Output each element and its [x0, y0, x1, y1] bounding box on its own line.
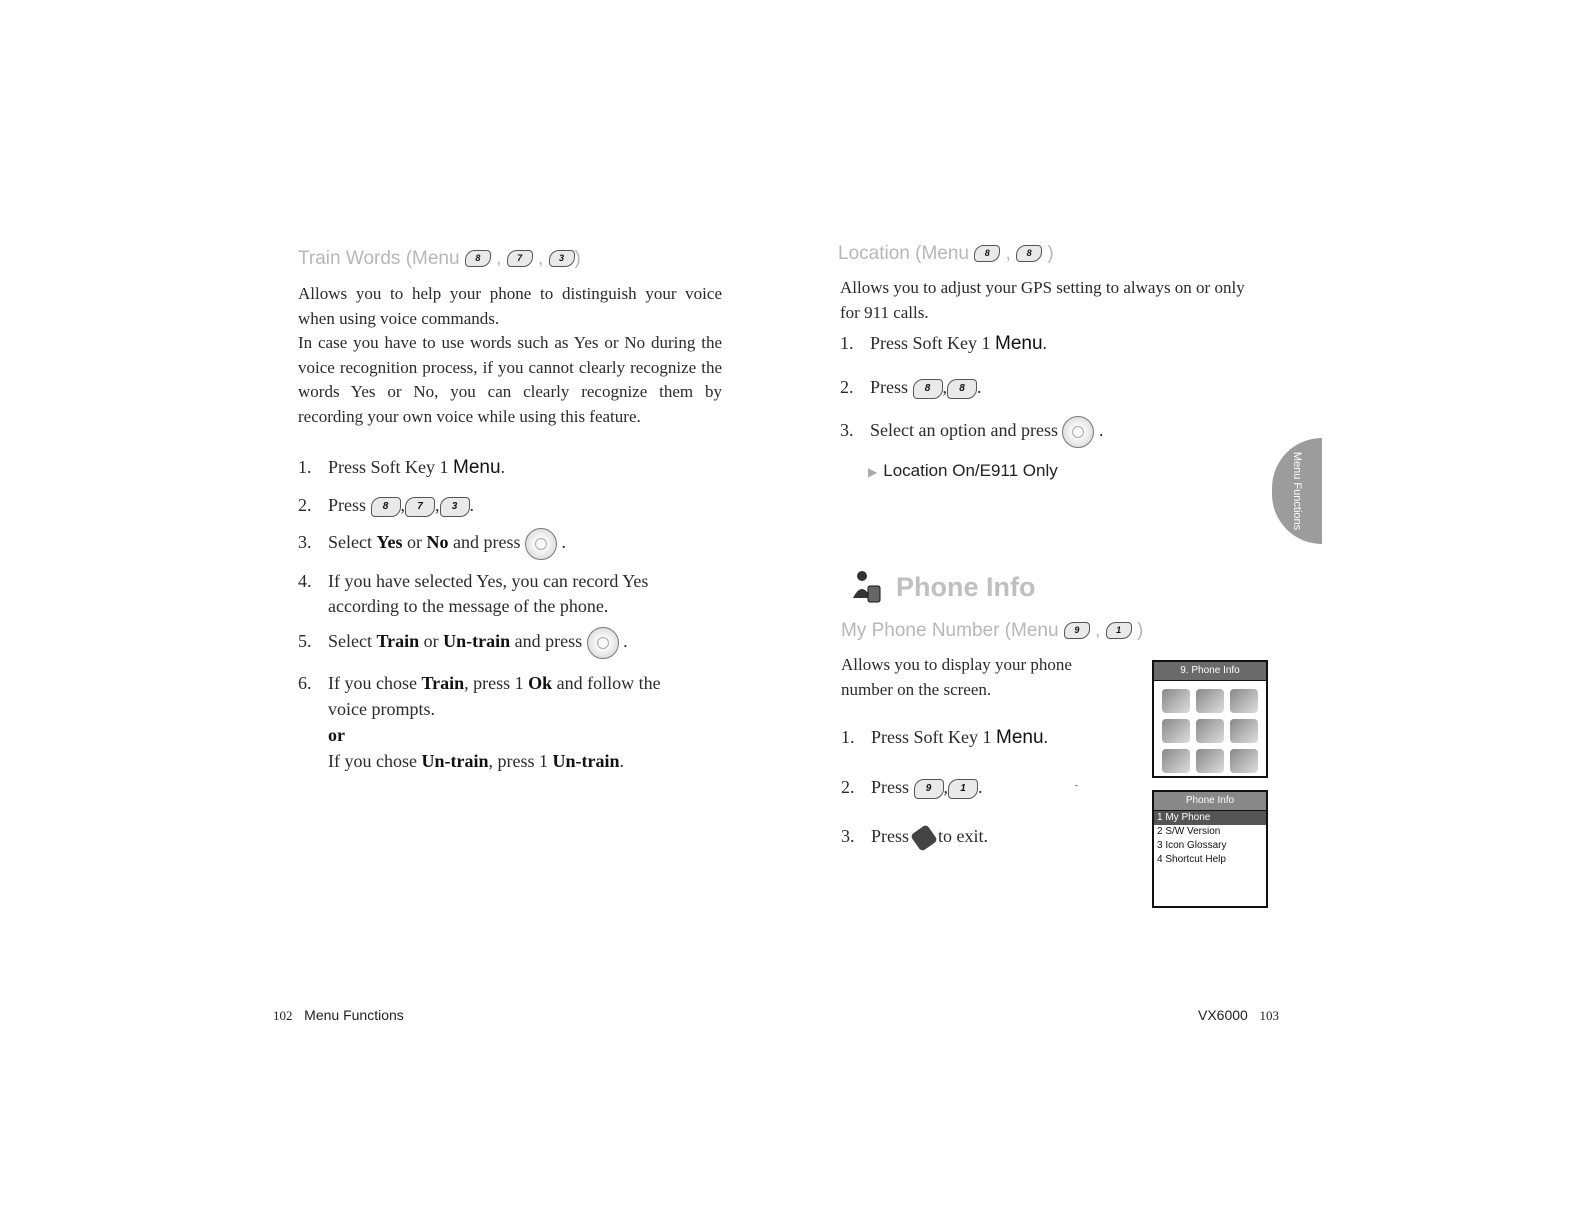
screen-title: 9. Phone Info [1154, 662, 1266, 681]
location-title: Location (Menu 8 , 8 ) [838, 243, 1054, 264]
train-words-title-text: Train Words (Menu [298, 248, 460, 269]
key-3-icon: 3 [440, 497, 470, 517]
or-label: or [328, 725, 345, 745]
end-key-icon [910, 824, 938, 852]
train-step-3: 3. Select Yes or No and press . [298, 528, 566, 560]
step-text: , press 1 [464, 673, 524, 693]
train-step-2: 2. Press 8 , 7 , 3 . [298, 495, 475, 515]
step-number: 6. [298, 673, 312, 693]
key-7-icon: 7 [507, 250, 533, 267]
menu-item: 2 S/W Version [1157, 826, 1221, 837]
train-step-4 [298, 569, 648, 619]
menu-label: Menu [996, 727, 1044, 748]
step-text: Press Soft Key 1 [328, 457, 449, 477]
step-number: 3. [298, 532, 312, 553]
ok-key-icon [1062, 416, 1094, 448]
train-label: Train [421, 673, 465, 693]
location-title-text: Location (Menu [838, 243, 969, 264]
step-text: Select [328, 631, 372, 652]
step-text: Press [870, 377, 909, 397]
step-text: or [406, 532, 422, 553]
key-8-icon: 8 [1016, 245, 1042, 262]
step-number: 5. [298, 631, 312, 652]
page-number: 102 [273, 1008, 293, 1023]
step-text: Press [871, 826, 910, 846]
step-text: voice prompts. [328, 699, 435, 719]
triangle-bullet-icon: ▶ [868, 465, 878, 479]
step-text: If you have selected Yes, you can record Yes [328, 571, 649, 591]
menu-label: Menu [995, 333, 1043, 354]
step-text: Press Soft Key 1 [871, 727, 992, 747]
phone-step-3 [841, 826, 988, 848]
side-tab-label: Menu Functions [1291, 451, 1303, 531]
step-number: 2. [298, 495, 312, 515]
phone-icon [1230, 749, 1258, 773]
page-number: 103 [1259, 1008, 1279, 1023]
phone-icon [1196, 689, 1224, 713]
key-7-icon: 7 [405, 497, 435, 517]
location-step-2: 2. Press 8 , 8 . [840, 377, 982, 397]
step-number: 1. [841, 727, 855, 747]
step-text: and press [452, 532, 521, 553]
ok-key-icon [587, 627, 619, 659]
step-text: , press 1 [488, 751, 548, 771]
location-option [868, 461, 1058, 481]
key-8-icon: 8 [371, 497, 401, 517]
train-step-6 [298, 670, 661, 774]
phone-icon [1230, 689, 1258, 713]
right-footer [1198, 1007, 1279, 1024]
train-words-description-2: In case you have to use words such as Yes or No during the voice recognition process, if you cannot clearly recognize the words Yes or No, you can clearly recognize them by recording your own voice while using this feature. [298, 333, 722, 426]
key-8-icon: 8 [465, 250, 491, 267]
icon-grid [1154, 681, 1266, 781]
location-description: Allows you to adjust your GPS setting to always on or only for 911 calls. [840, 278, 1245, 322]
key-8-icon: 8 [974, 245, 1000, 262]
train-words-title: Train Words (Menu 8 , 7 , 3 ) [298, 248, 581, 269]
key-1-icon: 1 [948, 779, 978, 799]
phone-icon [1196, 749, 1224, 773]
no-label: No [426, 532, 449, 553]
menu-item: 4 Shortcut Help [1157, 854, 1226, 865]
my-phone-number-title-text: My Phone Number (Menu [841, 620, 1059, 641]
phone-info-heading: Phone Info [896, 572, 1036, 602]
key-1-icon: 1 [1106, 622, 1132, 639]
step-text: Select [328, 532, 372, 553]
phone-icon [1162, 749, 1190, 773]
my-phone-number-title: My Phone Number (Menu 9 , 1 ) [841, 620, 1144, 641]
train-label: Train [376, 631, 420, 652]
step-text: and press [514, 631, 583, 652]
step-text: Select an option and press [870, 420, 1058, 441]
step-text: to exit. [938, 826, 989, 846]
phone-icon [1196, 719, 1224, 743]
step-text: according to the message of the phone. [328, 596, 609, 616]
phone-info-icon [848, 568, 884, 604]
ok-key-icon [525, 528, 557, 560]
side-tab [1272, 438, 1322, 544]
step-number: 4. [298, 571, 312, 591]
step-number: 3. [841, 826, 855, 846]
ok-label: Ok [528, 673, 553, 693]
step-text: . [619, 751, 624, 771]
step-text: Press [871, 777, 910, 797]
key-9-icon: 9 [914, 779, 944, 799]
menu-label: Menu [453, 457, 501, 478]
stray-mark [1075, 785, 1078, 786]
phone-icon [1230, 719, 1258, 743]
train-step-5: 5. Select Train or Un-train and press . [298, 627, 628, 659]
key-8-icon: 8 [947, 379, 977, 399]
phone-step-1: 1. Press Soft Key 1 Menu. [841, 727, 1049, 748]
un-train-label: Un-train [443, 631, 511, 652]
step-text: If you chose [328, 751, 417, 771]
phone-icon [1162, 719, 1190, 743]
option-text: Location On/E911 Only [883, 461, 1058, 480]
phone-screen-menu-grid [1152, 660, 1268, 778]
left-footer [273, 1007, 404, 1024]
menu-item: 3 Icon Glossary [1157, 840, 1227, 851]
screen-title: Phone Info [1154, 792, 1266, 811]
step-number: 2. [840, 377, 854, 397]
location-step-1: 1. Press Soft Key 1 Menu. [840, 333, 1048, 354]
footer-label: Menu Functions [304, 1007, 404, 1023]
step-number: 1. [298, 457, 312, 477]
location-step-3: 3. Select an option and press . [840, 416, 1103, 448]
key-9-icon: 9 [1064, 622, 1090, 639]
un-train-label: Un-train [552, 751, 620, 771]
un-train-label: Un-train [421, 751, 489, 771]
phone-step-2: 2. Press 9 , 1 . [841, 777, 983, 797]
step-text: Press [328, 495, 367, 515]
menu-item: 1 My Phone [1154, 811, 1266, 825]
step-text: If you chose [328, 673, 417, 693]
phone-screen-menu-list [1152, 790, 1268, 908]
key-8-icon: 8 [913, 379, 943, 399]
train-words-description-1: Allows you to help your phone to distinguish your voice when using voice commands. [298, 284, 722, 328]
step-text: and follow the [556, 673, 661, 693]
step-number: 1. [840, 333, 854, 353]
step-text: Press Soft Key 1 [870, 333, 991, 353]
key-3-icon: 3 [549, 250, 575, 267]
model-label: VX6000 [1198, 1007, 1248, 1023]
phone-info-description: Allows you to display your phone number on the screen. [841, 655, 1072, 699]
phone-icon [1162, 689, 1190, 713]
yes-label: Yes [376, 532, 403, 553]
train-step-1: 1. Press Soft Key 1 Menu. [298, 457, 506, 478]
step-number: 2. [841, 777, 855, 797]
step-number: 3. [840, 420, 854, 441]
step-text: or [423, 631, 439, 652]
